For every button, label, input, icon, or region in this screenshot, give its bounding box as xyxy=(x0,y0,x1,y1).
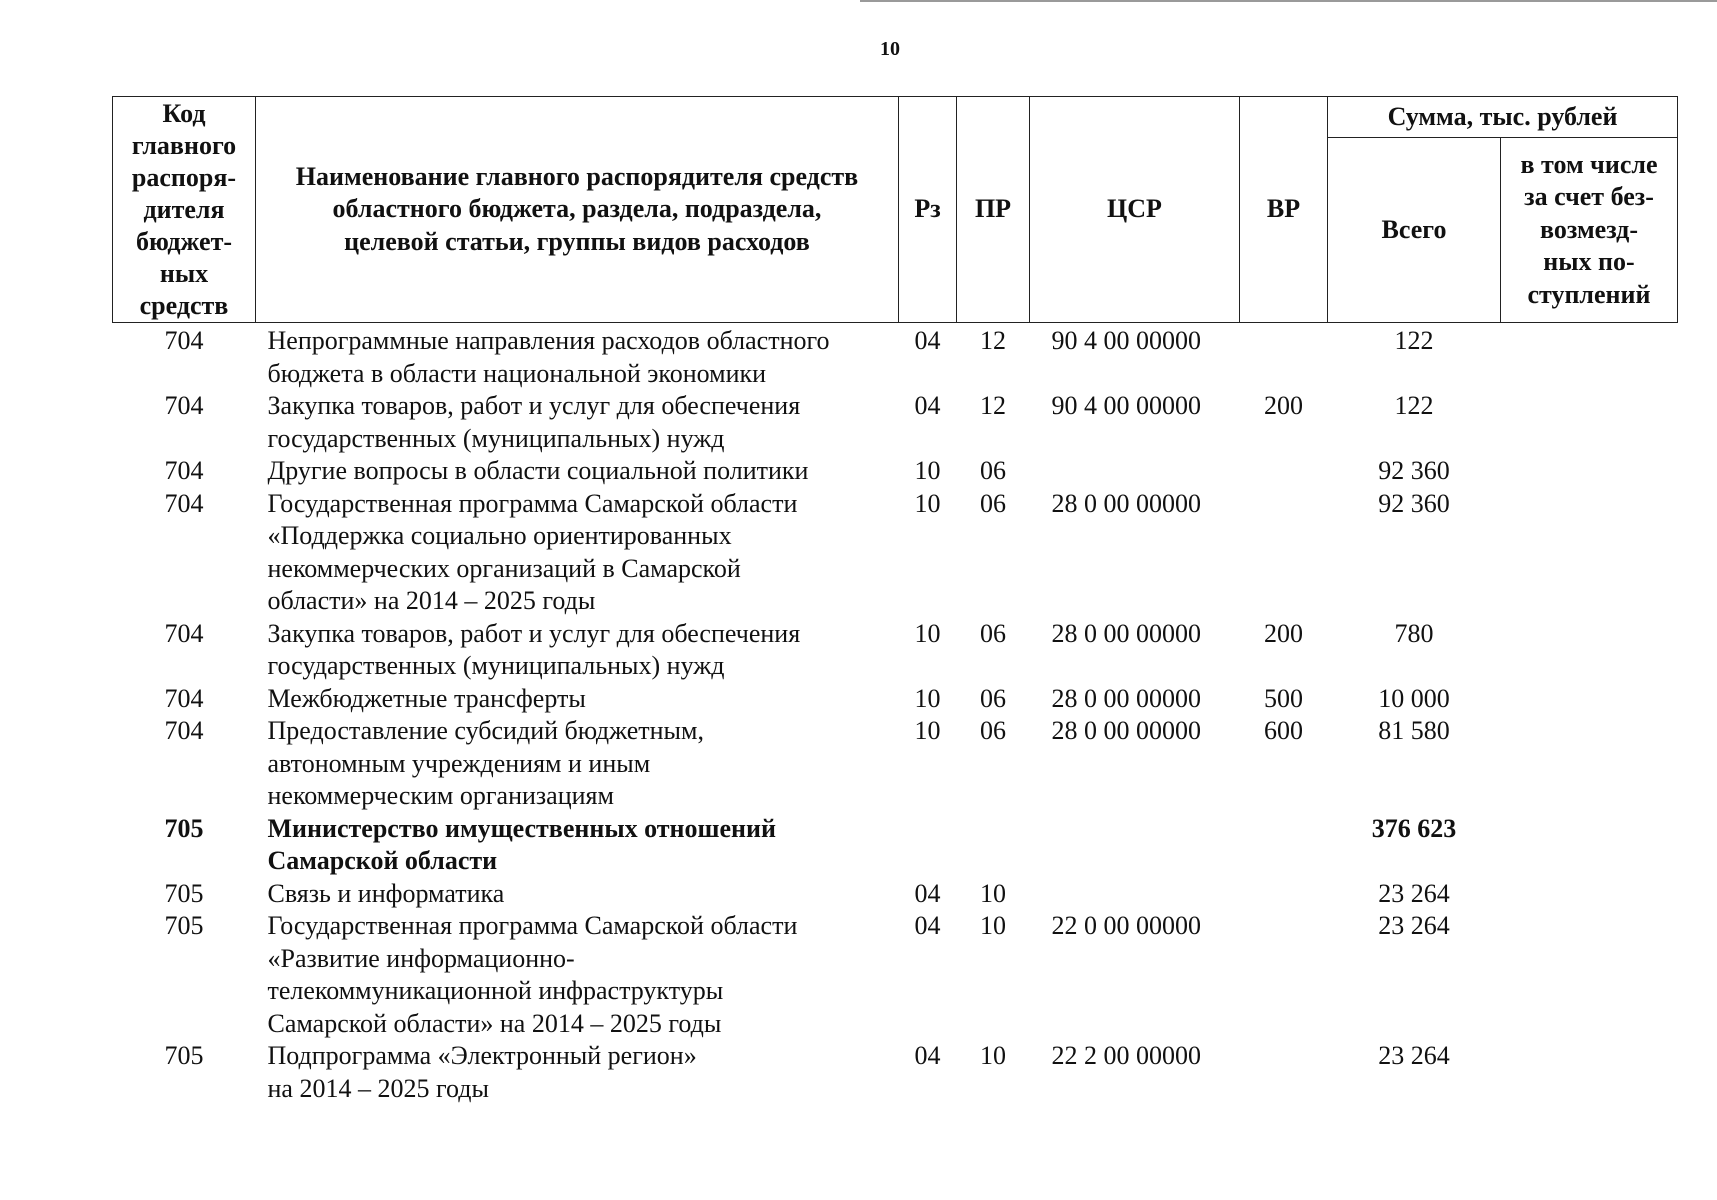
row-csr: 90 4 00 00000 xyxy=(1051,326,1201,355)
row-code: 705 xyxy=(164,1041,204,1070)
row-total: 92 360 xyxy=(1378,488,1450,518)
table-row xyxy=(113,683,1678,716)
row-free xyxy=(1501,323,1678,391)
table-row xyxy=(113,878,1678,911)
row-csr: 28 0 00 00000 xyxy=(1051,618,1201,648)
row-name: Подпрограмма «Электронный регион» на 2014 – 2025 годы xyxy=(267,1041,697,1103)
row-code: 705 xyxy=(164,878,204,908)
row-csr: 90 4 00 00000 xyxy=(1051,391,1201,420)
page-number: 10 xyxy=(880,38,900,60)
row-rz: 04 xyxy=(914,1041,941,1070)
header-csr: ЦСР xyxy=(1030,97,1240,323)
row-rz: 10 xyxy=(914,456,941,485)
table-row xyxy=(113,488,1678,618)
row-vr xyxy=(1240,488,1328,618)
row-vr xyxy=(1240,1040,1328,1105)
row-total: 81 580 xyxy=(1378,716,1450,745)
row-total: 23 264 xyxy=(1378,911,1450,940)
row-rz: 10 xyxy=(914,488,941,518)
row-rz: 10 xyxy=(914,716,941,745)
row-name: Государственная программа Самарской области «Поддержка социально ориентированных некоммерческих организаций в Самарской области» на 2014 – 2025 годы xyxy=(267,488,798,615)
row-pr: 10 xyxy=(980,1041,1006,1070)
table-row xyxy=(113,618,1678,683)
row-name: Закупка товаров, работ и услуг для обеспечения государственных (муниципальных) нужд xyxy=(267,618,801,680)
row-free xyxy=(1501,715,1678,813)
row-rz: 04 xyxy=(914,391,941,420)
header-free xyxy=(1501,138,1678,323)
header-code-text: Код главного распоря- дителя бюджет- ных средств xyxy=(131,99,237,320)
row-free xyxy=(1501,488,1678,618)
row-total: 122 xyxy=(1394,391,1434,420)
row-total: 23 264 xyxy=(1378,878,1450,908)
row-total: 376 623 xyxy=(1371,813,1457,843)
row-vr xyxy=(1240,910,1328,1040)
row-pr: 12 xyxy=(980,391,1006,420)
row-rz: 10 xyxy=(914,683,941,713)
row-name: Непрограммные направления расходов областного бюджета в области национальной экономики xyxy=(267,326,830,388)
row-free xyxy=(1501,910,1678,1040)
row-rz: 10 xyxy=(914,618,941,648)
row-free xyxy=(1501,1040,1678,1105)
table-row xyxy=(113,715,1678,813)
row-csr: 22 2 00 00000 xyxy=(1051,1041,1201,1070)
table-body xyxy=(113,323,1678,1106)
row-code: 704 xyxy=(164,456,204,485)
header-total: Всего xyxy=(1328,138,1501,323)
row-pr: 10 xyxy=(980,911,1006,940)
header-free-text: в том числе за счет без- возмезд- ных по- ступлений xyxy=(1520,149,1658,309)
row-name: Предоставление субсидий бюджетным, автономным учреждениям и иным некоммерческим организациям xyxy=(267,716,704,810)
row-name: Межбюджетные трансферты xyxy=(267,683,586,713)
header-sum-group: Сумма, тыс. рублей xyxy=(1328,97,1678,138)
header-pr: ПР xyxy=(957,97,1030,323)
row-vr: 200 xyxy=(1264,618,1303,648)
scan-border-line xyxy=(860,0,1717,2)
table-header xyxy=(113,97,1678,323)
row-code: 704 xyxy=(164,618,204,648)
row-free xyxy=(1501,813,1678,878)
row-total: 23 264 xyxy=(1378,1041,1450,1070)
row-free xyxy=(1501,878,1678,911)
row-pr xyxy=(957,813,1030,878)
row-total: 10 000 xyxy=(1378,683,1450,713)
budget-table xyxy=(112,96,1678,1105)
row-name: Государственная программа Самарской области «Развитие информационно- телекоммуникационной инфраструктуры Самарской области» на 2014 – 2025 годы xyxy=(267,911,798,1038)
row-total: 92 360 xyxy=(1378,456,1450,485)
table-row xyxy=(113,910,1678,1040)
row-pr: 06 xyxy=(980,716,1006,745)
row-name: Связь и информатика xyxy=(267,878,505,908)
row-vr: 500 xyxy=(1264,683,1303,713)
row-rz: 04 xyxy=(914,911,941,940)
row-free xyxy=(1501,618,1678,683)
row-vr: 600 xyxy=(1264,716,1303,745)
table-row xyxy=(113,390,1678,455)
row-free xyxy=(1501,455,1678,488)
row-code: 704 xyxy=(164,683,204,713)
row-total: 122 xyxy=(1394,326,1434,355)
header-name xyxy=(256,97,899,323)
row-code: 705 xyxy=(164,911,204,940)
header-rz: Рз xyxy=(899,97,957,323)
row-code: 705 xyxy=(164,813,204,843)
row-code: 704 xyxy=(164,488,204,518)
row-vr xyxy=(1240,455,1328,488)
row-pr: 06 xyxy=(980,456,1006,485)
row-name: Министерство имущественных отношений Самарской области xyxy=(267,813,776,875)
row-csr: 28 0 00 00000 xyxy=(1051,488,1201,518)
row-csr xyxy=(1030,455,1240,488)
row-vr xyxy=(1240,878,1328,911)
row-csr: 28 0 00 00000 xyxy=(1051,716,1201,745)
row-vr: 200 xyxy=(1264,391,1303,420)
table-row xyxy=(113,323,1678,391)
row-csr: 28 0 00 00000 xyxy=(1051,683,1201,713)
row-code: 704 xyxy=(164,716,204,745)
row-pr: 06 xyxy=(980,683,1006,713)
row-csr: 22 0 00 00000 xyxy=(1051,911,1201,940)
table-row xyxy=(113,1040,1678,1105)
row-free xyxy=(1501,683,1678,716)
table-row xyxy=(113,813,1678,878)
row-code: 704 xyxy=(164,391,204,420)
header-vr: ВР xyxy=(1240,97,1328,323)
row-rz: 04 xyxy=(914,878,941,908)
row-csr xyxy=(1030,813,1240,878)
row-name: Закупка товаров, работ и услуг для обеспечения государственных (муниципальных) нужд xyxy=(267,391,801,453)
table-row xyxy=(113,455,1678,488)
header-code xyxy=(113,97,256,323)
row-vr xyxy=(1240,813,1328,878)
row-pr: 06 xyxy=(980,488,1006,518)
row-name: Другие вопросы в области социальной политики xyxy=(267,456,809,485)
header-name-text: Наименование главного распорядителя средств областного бюджета, раздела, подраздела, целевой статьи, группы видов расходов xyxy=(295,161,859,256)
row-vr xyxy=(1240,323,1328,391)
row-code: 704 xyxy=(164,326,204,355)
row-csr xyxy=(1030,878,1240,911)
row-pr: 06 xyxy=(980,618,1006,648)
row-total: 780 xyxy=(1394,618,1434,648)
row-rz: 04 xyxy=(914,326,941,355)
row-rz xyxy=(899,813,957,878)
row-pr: 10 xyxy=(980,878,1006,908)
row-pr: 12 xyxy=(980,326,1006,355)
row-free xyxy=(1501,390,1678,455)
